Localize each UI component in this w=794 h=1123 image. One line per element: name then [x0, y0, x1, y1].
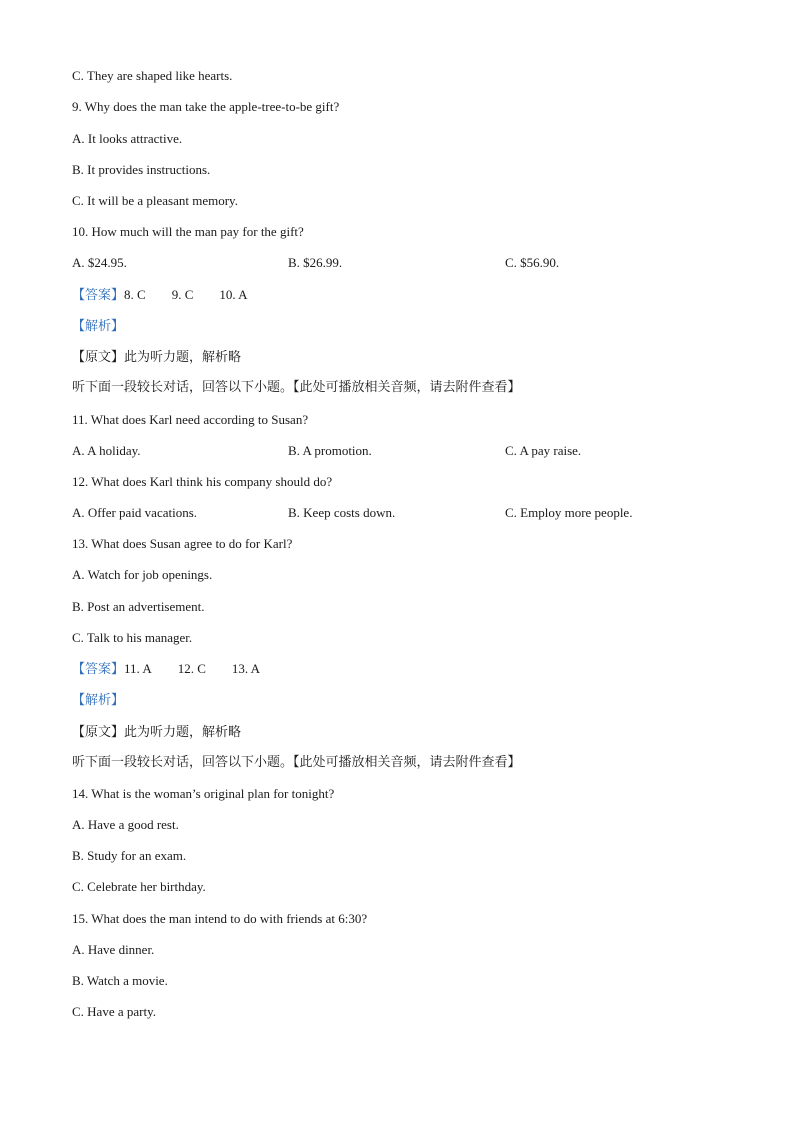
question-10-options [72, 255, 722, 271]
option-12a: A. Offer paid vacations. [72, 505, 198, 520]
option-11c: C. A pay raise. [505, 443, 582, 458]
question-11: 11. What does Karl need according to Susan? [72, 412, 309, 427]
answer-label: 【答案】 [72, 662, 125, 677]
original-label: 【原文】 [72, 725, 125, 740]
question-15: 15. What does the man intend to do with friends at 6:30? [72, 911, 368, 926]
option-11a: A. A holiday. [72, 443, 141, 458]
answer-item: 12. C [177, 661, 206, 676]
analysis-label: 【解析】 [72, 693, 125, 708]
option-12b: B. Keep costs down. [288, 505, 396, 520]
listening-instruction-1: 听下面一段较长对话，回答以下小题。【此处可播放相关音频，请去附件查看】 [72, 380, 521, 395]
answer-item: 9. C [171, 287, 194, 302]
option-8c: C. They are shaped like hearts. [72, 68, 233, 83]
answer-item: 11. A [124, 661, 152, 676]
answer-item: 10. A [219, 287, 248, 302]
answer-item: 8. C [124, 287, 146, 302]
answer-block-1 [72, 287, 248, 304]
option-11b: B. A promotion. [288, 443, 372, 458]
option-14a: A. Have a good rest. [72, 817, 179, 832]
question-11-options [72, 443, 722, 459]
option-9b: B. It provides instructions. [72, 162, 211, 177]
analysis-label: 【解析】 [72, 319, 125, 334]
original-block-2 [72, 724, 241, 741]
option-9a: A. It looks attractive. [72, 131, 183, 146]
option-15c: C. Have a party. [72, 1004, 156, 1019]
option-10b: B. $26.99. [288, 255, 343, 270]
question-14: 14. What is the woman’s original plan for tonight? [72, 786, 335, 801]
original-text: 此为听力题，解析略 [124, 350, 242, 365]
original-block-1 [72, 349, 241, 366]
option-13c: C. Talk to his manager. [72, 630, 193, 645]
question-12: 12. What does Karl think his company should do? [72, 474, 333, 489]
answer-item: 13. A [231, 661, 261, 676]
answer-block-2 [72, 661, 260, 678]
question-12-options [72, 505, 722, 521]
question-10: 10. How much will the man pay for the gift? [72, 224, 304, 239]
analysis-block-2 [72, 692, 124, 709]
option-14b: B. Study for an exam. [72, 848, 187, 863]
analysis-block-1 [72, 318, 124, 335]
question-9: 9. Why does the man take the apple-tree-to-be gift? [72, 99, 340, 114]
question-13: 13. What does Susan agree to do for Karl? [72, 536, 293, 551]
option-15b: B. Watch a movie. [72, 973, 168, 988]
option-14c: C. Celebrate her birthday. [72, 879, 206, 894]
original-label: 【原文】 [72, 350, 125, 365]
option-9c: C. It will be a pleasant memory. [72, 193, 238, 208]
original-text: 此为听力题，解析略 [124, 725, 242, 740]
option-12c: C. Employ more people. [505, 505, 633, 520]
option-10c: C. $56.90. [505, 255, 560, 270]
answer-label: 【答案】 [72, 288, 125, 303]
option-13b: B. Post an advertisement. [72, 599, 205, 614]
listening-instruction-2: 听下面一段较长对话，回答以下小题。【此处可播放相关音频，请去附件查看】 [72, 755, 521, 770]
option-13a: A. Watch for job openings. [72, 567, 213, 582]
option-10a: A. $24.95. [72, 255, 127, 270]
option-15a: A. Have dinner. [72, 942, 155, 957]
